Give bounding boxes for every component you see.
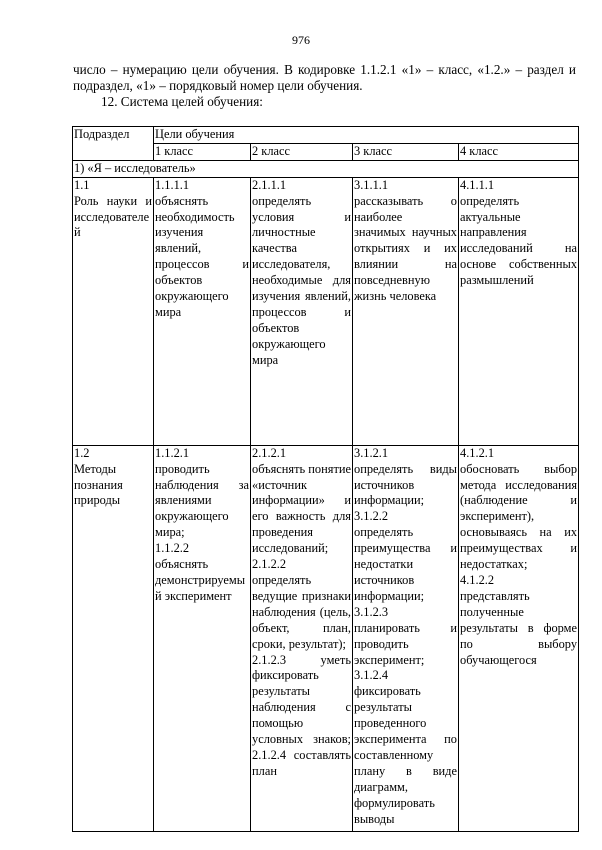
section-title-row <box>73 160 579 177</box>
goal-cell: 1.1.2.1 проводить наблюдения за явлениями окружающего мира; 1.1.2.2 объяснять демонстрируемый эксперимент <box>154 445 251 831</box>
row-subsection: 1.2 Методы познания природы <box>73 445 154 831</box>
goal-cell: 4.1.2.1 обосновать выбор метода исследования (наблюдение и эксперимент), основываясь на их преимуществах и недостатках; 4.1.2.2 представлять полученные результаты в форме по выбору обучающегося <box>459 445 579 831</box>
goal-cell: 3.1.1.1 рассказывать о наиболее значимых научных открытиях и их влиянии на повседневную жизнь человека <box>353 177 459 445</box>
goal-cell: 2.1.2.1 объяснять понятие «источник информации» и его важность для проведения исследований; 2.1.2.2 определять ведущие признаки наблюдения (цель, объект, план, сроки, результат); 2.1.2.3 уметь фиксировать результаты наблюдения с помощью условных знаков; 2.1.2.4 составлять план <box>251 445 353 831</box>
intro-text <box>73 62 576 110</box>
learning-goals-table <box>72 126 579 832</box>
page-number: 976 <box>292 33 310 47</box>
goal-cell: 4.1.1.1 определять актуальные направления исследований на основе собственных размышлений <box>459 177 579 445</box>
goal-cell: 2.1.1.1 определять условия и личностные качества исследователя, необходимые для изучения явлений, процессов и объектов окружающего мира <box>251 177 353 445</box>
section-heading: 12. Система целей обучения: <box>101 94 263 109</box>
header-goals: Цели обучения <box>154 127 579 144</box>
table-header-row <box>73 127 579 144</box>
table-row <box>73 177 579 445</box>
goal-cell: 1.1.1.1 объяснять необходимость изучения явлений, процессов и объектов окружающего мира <box>154 177 251 445</box>
goal-cell: 3.1.2.1 определять виды источников информации; 3.1.2.2 определять преимущества и недостатки источников информации; 3.1.2.3 планировать и проводить эксперимент; 3.1.2.4 фиксировать результаты проведенного эксперимента по составленному плану в виде диаграмм, формулировать выводы <box>353 445 459 831</box>
row-subsection: 1.1 Роль науки и исследователей <box>73 177 154 445</box>
table-row <box>73 445 579 831</box>
header-grade-1: 1 класс <box>154 143 251 160</box>
header-grade-2: 2 класс <box>251 143 353 160</box>
section-title: 1) «Я – исследователь» <box>73 160 579 177</box>
intro-paragraph: число – нумерацию цели обучения. В кодировке 1.1.2.1 «1» – класс, «1.2.» – раздел и подраздел, «1» – порядковый номер цели обучения. <box>73 62 576 93</box>
header-grade-3: 3 класс <box>353 143 459 160</box>
header-subsection: Подраздел <box>73 127 154 161</box>
header-grade-4: 4 класс <box>459 143 579 160</box>
